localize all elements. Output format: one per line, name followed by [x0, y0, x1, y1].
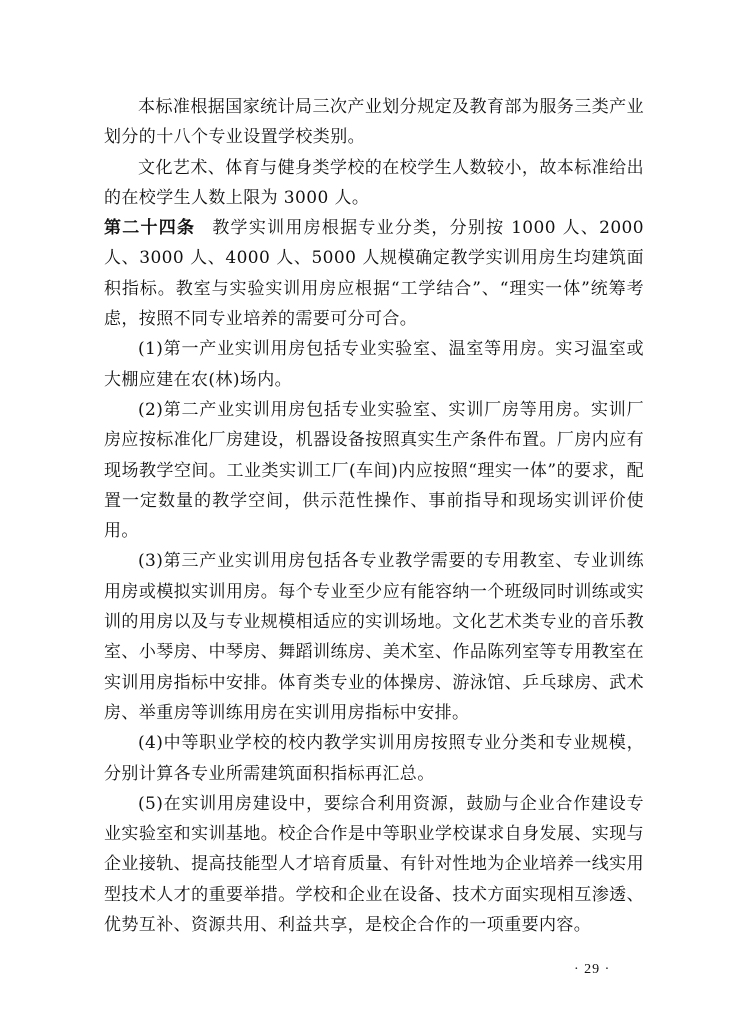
paragraph: [104, 153, 644, 214]
page-number: · 29 ·: [574, 962, 611, 977]
article-title: 第二十四条: [104, 218, 196, 239]
article-paragraph: [104, 213, 644, 334]
paragraph-text: (2)第二产业实训用房包括专业实验室、实训厂房等用房。实训厂房应按标准化厂房建设，机器设备按照真实生产条件布置。厂房内应有现场教学空间。工业类实训工厂(车间)内应按照“理实一体”的要求，配置一定数量的教学空间，供示范性操作、事前指导和现场实训评价使用。: [104, 399, 644, 542]
list-item: [104, 546, 644, 728]
paragraph-text: (4)中等职业学校的校内教学实训用房按照专业分类和专业规模，分别计算各专业所需建筑面积指标再汇总。: [104, 733, 644, 784]
list-item: [104, 789, 644, 940]
paragraph-text: (5)在实训用房建设中，要综合利用资源，鼓励与企业合作建设专业实验室和实训基地。校企合作是中等职业学校谋求自身发展、实现与企业接轨、提高技能型人才培育质量、有针对性地为企业培养一线实用型技术人才的重要举措。学校和企业在设备、技术方面实现相互渗透、优势互补、资源共用、利益共享，是校企合作的一项重要内容。: [104, 793, 644, 936]
paragraph-text: (3)第三产业实训用房包括各专业教学需要的专用教室、专业训练用房或模拟实训用房。每个专业至少应有能容纳一个班级同时训练或实训的用房以及与专业规模相适应的实训场地。文化艺术类专业的音乐教室、小琴房、中琴房、舞蹈训练房、美术室、作品陈列室等专用教室在实训用房指标中安排。体育类专业的体操房、游泳馆、乒乓球房、武术房、举重房等训练用房在实训用房指标中安排。: [104, 551, 644, 723]
list-item: [104, 395, 644, 546]
body-text: [104, 92, 644, 940]
paragraph-text: 教学实训用房根据专业分类，分别按 1000 人、2000人、3000 人、4000 人、5000 人规模确定教学实训用房生均建筑面积指标。教室与实验实训用房应根据“工学结合”、“理实一体”统筹考虑，按照不同专业培养的需要可分可合。: [104, 218, 644, 330]
paragraph-text: 文化艺术、体育与健身类学校的在校学生人数较小，故本标准给出的在校学生人数上限为 3000 人。: [104, 157, 644, 208]
paragraph-text: (1)第一产业实训用房包括专业实验室、温室等用房。实习温室或大棚应建在农(林)场内。: [104, 339, 644, 390]
paragraph-text: 本标准根据国家统计局三次产业划分规定及教育部为服务三类产业划分的十八个专业设置学校类别。: [104, 97, 644, 148]
paragraph: [104, 92, 644, 153]
list-item: [104, 728, 644, 789]
list-item: [104, 334, 644, 395]
